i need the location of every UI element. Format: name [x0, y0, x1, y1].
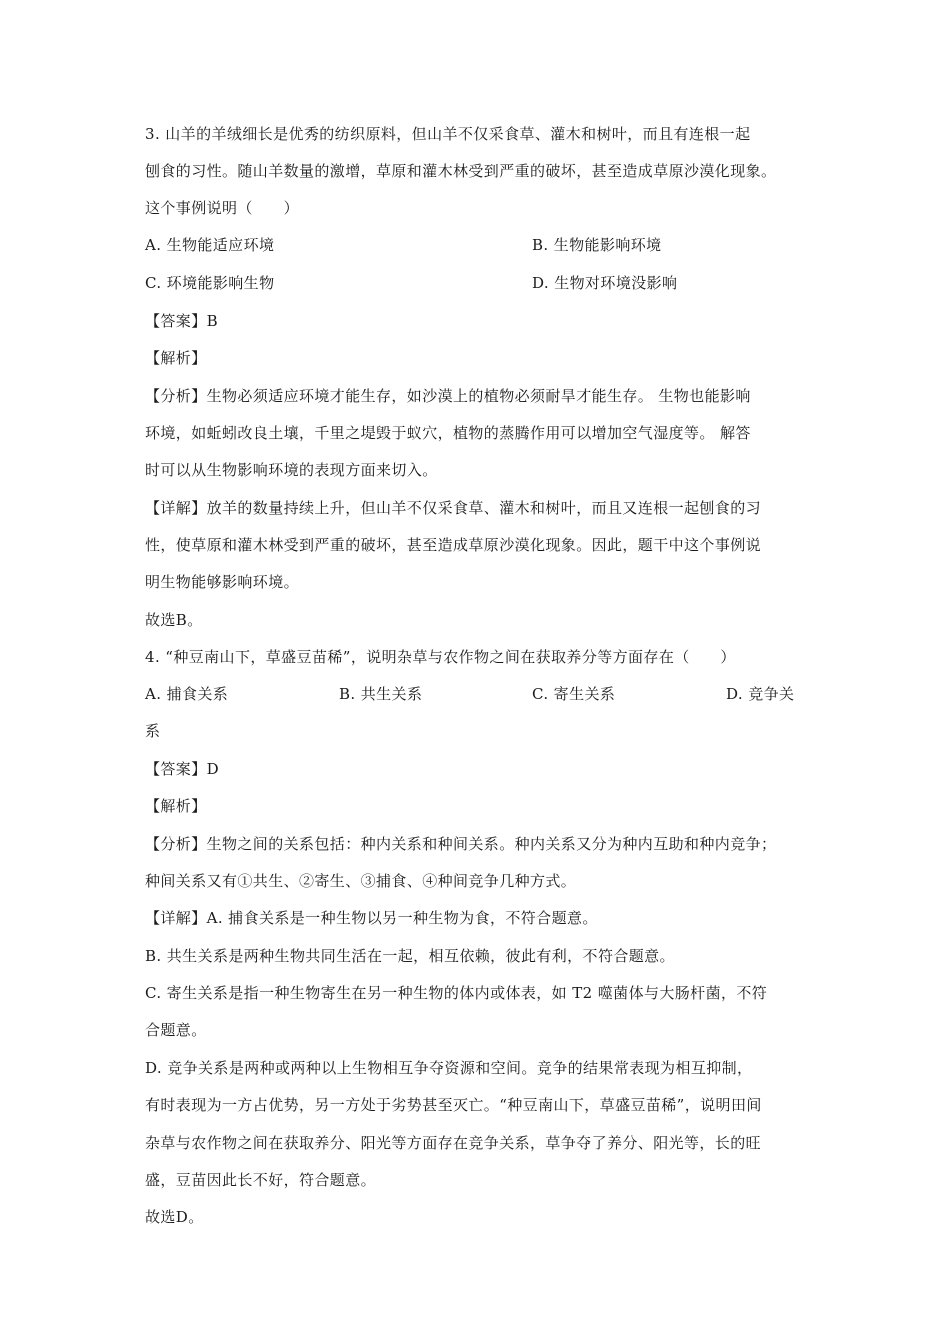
q3-stem-line-2: 刨食的习性。随山羊数量的激增，草原和灌木林受到严重的破坏，甚至造成草原沙漠化现象。: [145, 162, 777, 180]
q3-detail-line-2: 性，使草原和灌木林受到严重的破坏，甚至造成草原沙漠化现象。因此，题干中这个事例说: [145, 536, 762, 554]
q4-detail-line-1: 【详解】A. 捕食关系是一种生物以另一种生物为食，不符合题意。: [145, 909, 598, 927]
q3-analysis-heading: 【解析】: [145, 349, 207, 367]
q4-conclusion: 故选D。: [145, 1208, 204, 1226]
q4-detail-line-5: D. 竞争关系是两种或两种以上生物相互争夺资源和空间。竞争的结果常表现为相互抑制，: [145, 1059, 753, 1077]
q3-analysis-line-2: 环境，如蚯蚓改良土壤，千里之堤毁于蚁穴，植物的蒸腾作用可以增加空气湿度等。 解答: [145, 424, 751, 442]
q3-analysis-line-1: 【分析】生物必须适应环境才能生存，如沙漠上的植物必须耐旱才能生存。 生物也能影响: [145, 387, 751, 405]
q4-answer: 【答案】D: [145, 760, 220, 778]
q4-option-d-wrap: 系: [145, 722, 161, 740]
q3-detail-line-3: 明生物能够影响环境。: [145, 573, 300, 591]
q3-option-c: C. 环境能影响生物: [145, 274, 275, 292]
q4-analysis-line-2: 种间关系又有①共生、②寄生、③捕食、④种间竞争几种方式。: [145, 872, 577, 890]
q4-option-a: A. 捕食关系: [145, 685, 229, 703]
q3-analysis-line-3: 时可以从生物影响环境的表现方面来切入。: [145, 461, 438, 479]
q4-stem: 4. “种豆南山下，草盛豆苗稀”，说明杂草与农作物之间在获取养分等方面存在（ ）: [145, 648, 736, 666]
q4-detail-line-6: 有时表现为一方占优势，另一方处于劣势甚至灭亡。“种豆南山下，草盛豆苗稀”，说明田间: [145, 1096, 762, 1114]
q3-conclusion: 故选B。: [145, 611, 203, 629]
q4-detail-line-7: 杂草与农作物之间在获取养分、阳光等方面存在竞争关系，草争夺了养分、阳光等，长的旺: [145, 1134, 762, 1152]
q4-detail-line-2: B. 共生关系是两种生物共同生活在一起，相互依赖，彼此有利，不符合题意。: [145, 947, 675, 965]
q4-option-b: B. 共生关系: [339, 685, 423, 703]
q4-detail-line-4: 合题意。: [145, 1021, 207, 1039]
q4-option-c: C. 寄生关系: [532, 685, 616, 703]
q3-option-a: A. 生物能适应环境: [145, 236, 275, 254]
q3-stem-line-3: 这个事例说明（ ）: [145, 199, 300, 217]
q3-stem-line-1: 3. 山羊的羊绒细长是优秀的纺织原料，但山羊不仅采食草、灌木和树叶，而且有连根一起: [145, 125, 751, 143]
q4-detail-line-3: C. 寄生关系是指一种生物寄生在另一种生物的体内或体表，如 T2 噬菌体与大肠杆菌，不符: [145, 984, 768, 1002]
q3-option-d: D. 生物对环境没影响: [532, 274, 678, 292]
q4-detail-line-8: 盛，豆苗因此长不好，符合题意。: [145, 1171, 377, 1189]
q3-option-b: B. 生物能影响环境: [532, 236, 662, 254]
q4-option-d: D. 竞争关: [726, 685, 795, 703]
q3-detail-line-1: 【详解】放羊的数量持续上升，但山羊不仅采食草、灌木和树叶，而且又连根一起刨食的习: [145, 499, 762, 517]
q4-analysis-line-1: 【分析】生物之间的关系包括：种内关系和种间关系。种内关系又分为种内互助和种内竞争；: [145, 835, 777, 853]
q4-analysis-heading: 【解析】: [145, 797, 207, 815]
q3-answer: 【答案】B: [145, 312, 219, 330]
